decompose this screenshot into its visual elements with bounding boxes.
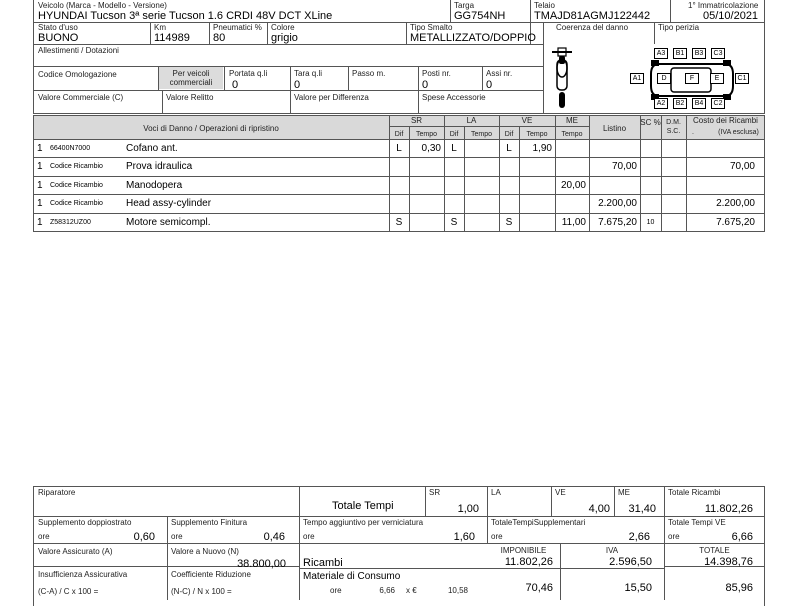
cell-desc: Motore semicompl. <box>126 216 211 228</box>
parts-cost-dot: . <box>692 129 694 136</box>
reduction-label: Coefficiente Riduzione <box>171 570 251 579</box>
repairer-label: Riparatore <box>38 488 76 497</box>
cell-qty: 1 <box>37 161 43 173</box>
cell-costo: 70,00 <box>729 161 755 173</box>
equipment-label: Allestimenti / Dotazioni <box>38 46 119 55</box>
axles-value: 0 <box>486 79 493 91</box>
sum-sr-label: SR <box>429 488 441 497</box>
km-value: 114989 <box>154 32 190 44</box>
items-header: Voci di Danno / Operazioni di ripristino <box>143 124 279 133</box>
homologation-label: Codice Omologazione <box>38 70 117 79</box>
cell-qty: 1 <box>37 143 43 154</box>
cell-listino: 70,00 <box>611 161 637 173</box>
consumables-vat: 15,50 <box>624 582 652 594</box>
taxable-value: 11.802,26 <box>504 556 553 568</box>
zone-c2-button[interactable]: C2 <box>711 98 725 109</box>
cell-sr-dif: L <box>396 143 402 154</box>
seats-label: Posti nr. <box>422 69 451 78</box>
zone-c3-button[interactable]: C3 <box>711 48 725 59</box>
cell-desc: Cofano ant. <box>126 143 178 154</box>
accessory-costs-label: Spese Accessorie <box>422 93 486 102</box>
cell-ve-dif: L <box>506 143 512 154</box>
cell-desc: Prova idraulica <box>126 161 193 173</box>
ve-header: VE <box>521 116 533 125</box>
model-label: Veicolo (Marca - Modello - Versione) <box>38 1 167 10</box>
la-dif-header: Dif <box>449 131 459 138</box>
capacity-value: 0 <box>232 79 239 91</box>
total-ve-label: Totale Tempi VE <box>668 518 726 527</box>
chassis-label: Telaio <box>534 1 555 10</box>
expert-type-label: Tipo perizia <box>658 23 700 32</box>
paint-value: METALLIZZATO/DOPPIO <box>410 32 536 44</box>
double-layer-unit: ore <box>38 532 50 541</box>
zone-b4-button[interactable]: B4 <box>692 98 706 109</box>
zone-a3-button[interactable]: A3 <box>654 48 668 59</box>
sc-header: SC % <box>640 118 661 127</box>
consumables-unit: ore <box>330 586 342 595</box>
cell-ve-t: 1,90 <box>532 143 552 154</box>
ve-tempo-header: Tempo <box>526 131 548 138</box>
reduction-formula: (N-C) / N x 100 = <box>171 587 232 596</box>
coherence-label: Coerenza del danno <box>556 23 629 32</box>
finish-supplement-value: 0,46 <box>263 531 285 543</box>
tare-value: 0 <box>294 79 301 91</box>
cell-qty: 1 <box>37 216 43 228</box>
zone-f-button[interactable]: F <box>685 73 699 84</box>
double-layer-value: 0,60 <box>133 531 155 543</box>
capacity-label: Portata q.li <box>229 69 268 78</box>
zone-a1-button[interactable]: A1 <box>630 73 644 84</box>
cell-ve-dif: S <box>505 216 513 228</box>
parts-row-label: Ricambi <box>303 557 343 569</box>
cell-me: 11,00 <box>561 216 586 228</box>
cell-desc: Head assy-cylinder <box>126 198 212 210</box>
sum-ve-value: 4,00 <box>588 503 610 515</box>
sum-sr-value: 1,00 <box>457 503 479 515</box>
sum-me-value: 31,40 <box>628 503 656 515</box>
cell-code: Codice Ricambio <box>50 163 103 171</box>
cell-costo: 7.675,20 <box>716 216 755 228</box>
insured-value-label: Valore Assicurato (A) <box>38 547 113 556</box>
cell-qty: 1 <box>37 179 43 191</box>
tare-label: Tara q.li <box>294 69 323 78</box>
total-label: TOTALE <box>699 546 730 555</box>
km-label: Km <box>154 23 166 32</box>
axles-label: Assi nr. <box>486 69 513 78</box>
zone-c1-button[interactable]: C1 <box>735 73 749 84</box>
supp-times-label: TotaleTempiSupplementari <box>491 518 586 527</box>
wheelbase-label: Passo m. <box>352 69 386 78</box>
insufficiency-formula: (C-A) / C x 100 = <box>38 587 99 596</box>
supp-times-value: 2,66 <box>628 531 650 543</box>
vat-value: 2.596,50 <box>609 556 652 568</box>
consumables-rate: 10,58 <box>447 586 468 595</box>
cell-qty: 1 <box>37 198 43 210</box>
total-value: 14.398,76 <box>704 556 753 568</box>
color-label: Colore <box>271 23 295 32</box>
cell-code: Z58312UZ00 <box>50 218 91 226</box>
supp-times-unit: ore <box>491 532 503 541</box>
consumables-times-eur: x € <box>406 586 417 595</box>
finish-supplement-unit: ore <box>171 532 183 541</box>
me-tempo-header: Tempo <box>561 131 583 138</box>
cell-desc: Manodopera <box>126 179 183 191</box>
insufficiency-label: Insufficienza Assicurativa <box>38 570 128 579</box>
sr-header: SR <box>410 116 423 125</box>
cell-code: Codice Ricambio <box>50 200 103 208</box>
plate-label: Targa <box>454 1 475 10</box>
cell-sr-t: 0,30 <box>421 143 441 154</box>
seats-value: 0 <box>422 79 429 91</box>
consumables-hours: 6,66 <box>379 586 395 595</box>
new-value-label: Valore a Nuovo (N) <box>171 547 239 556</box>
vehicle-model: HYUNDAI Tucson 3ª serie Tucson 1.6 CRDI 48V DCT XLine <box>38 10 333 22</box>
consumables-label: Materiale di Consumo <box>303 571 401 582</box>
cell-la-dif: L <box>451 143 457 154</box>
color-value: grigio <box>271 32 298 44</box>
registration-label: 1° Immatricolazione <box>688 1 759 10</box>
consumables-taxable: 70,46 <box>525 582 553 594</box>
extra-paint-time-value: 1,60 <box>453 531 475 543</box>
extra-paint-time-unit: ore <box>303 532 315 541</box>
commercial-value-label: Valore Commerciale (C) <box>38 93 124 102</box>
taxable-label: IMPONIBILE <box>500 546 547 555</box>
difference-value-label: Valore per Differenza <box>294 93 369 102</box>
plate-value: GG754NH <box>454 10 506 22</box>
sum-la-label: LA <box>491 488 501 497</box>
state-label: Stato d'uso <box>38 23 78 32</box>
tyres-value: 80 <box>213 32 226 44</box>
sr-tempo-header: Tempo <box>415 131 437 138</box>
cell-me: 20,00 <box>560 179 586 191</box>
consumables-total: 85,96 <box>725 582 753 594</box>
cell-sr-dif: S <box>395 216 403 228</box>
cell-costo: 2.200,00 <box>716 198 755 210</box>
wreck-value-label: Valore Relitto <box>166 93 214 102</box>
zone-d-button[interactable]: D <box>657 73 671 84</box>
tyres-label: Pneumatici % <box>213 23 262 32</box>
zone-b3-button[interactable]: B3 <box>692 48 706 59</box>
total-ve-unit: ore <box>668 532 680 541</box>
la-header: LA <box>466 116 477 125</box>
double-layer-label: Supplemento doppiostrato <box>38 518 132 527</box>
state-value: BUONO <box>38 32 79 44</box>
sr-dif-header: Dif <box>394 131 404 138</box>
sum-me-label: ME <box>618 488 630 497</box>
commercial-label: Per veicoli commerciali <box>169 69 213 87</box>
parts-cost-header: Costo dei Ricambi <box>693 116 758 125</box>
zone-b1-button[interactable]: B1 <box>673 48 687 59</box>
me-header: ME <box>566 116 578 125</box>
total-times-label: Totale Tempi <box>332 500 394 512</box>
listino-header: Listino <box>602 124 627 133</box>
cell-la-dif: S <box>450 216 458 228</box>
total-parts-label: Totale Ricambi <box>668 488 721 497</box>
new-value-value: 38.800,00 <box>237 558 286 570</box>
ve-dif-header: Dif <box>504 131 514 138</box>
la-tempo-header: Tempo <box>470 131 492 138</box>
dm-header: D.M. S.C. <box>666 119 681 135</box>
finish-supplement-label: Supplemento Finitura <box>171 518 248 527</box>
zone-a2-button[interactable]: A2 <box>654 98 668 109</box>
vat-label: IVA <box>605 546 619 555</box>
parts-cost-subheader: (IVA esclusa) <box>718 129 759 136</box>
zone-e-button[interactable]: E <box>710 73 724 84</box>
extra-paint-time-label: Tempo aggiuntivo per verniciatura <box>303 518 424 527</box>
motorcycle-icon <box>548 46 576 112</box>
sum-ve-label: VE <box>555 488 566 497</box>
total-parts-value: 11.802,26 <box>704 503 753 515</box>
registration-value: 05/10/2021 <box>703 10 759 22</box>
cell-sc: 10 <box>646 218 655 226</box>
cell-listino: 7.675,20 <box>598 216 637 228</box>
cell-listino: 2.200,00 <box>598 198 637 210</box>
zone-b2-button[interactable]: B2 <box>673 98 687 109</box>
paint-label: Tipo Smalto <box>410 23 453 32</box>
cell-code: 66400N7000 <box>50 145 91 152</box>
chassis-value: TMAJD81AGMJ122442 <box>534 10 651 22</box>
cell-code: Codice Ricambio <box>50 181 103 189</box>
total-ve-value: 6,66 <box>731 531 753 543</box>
